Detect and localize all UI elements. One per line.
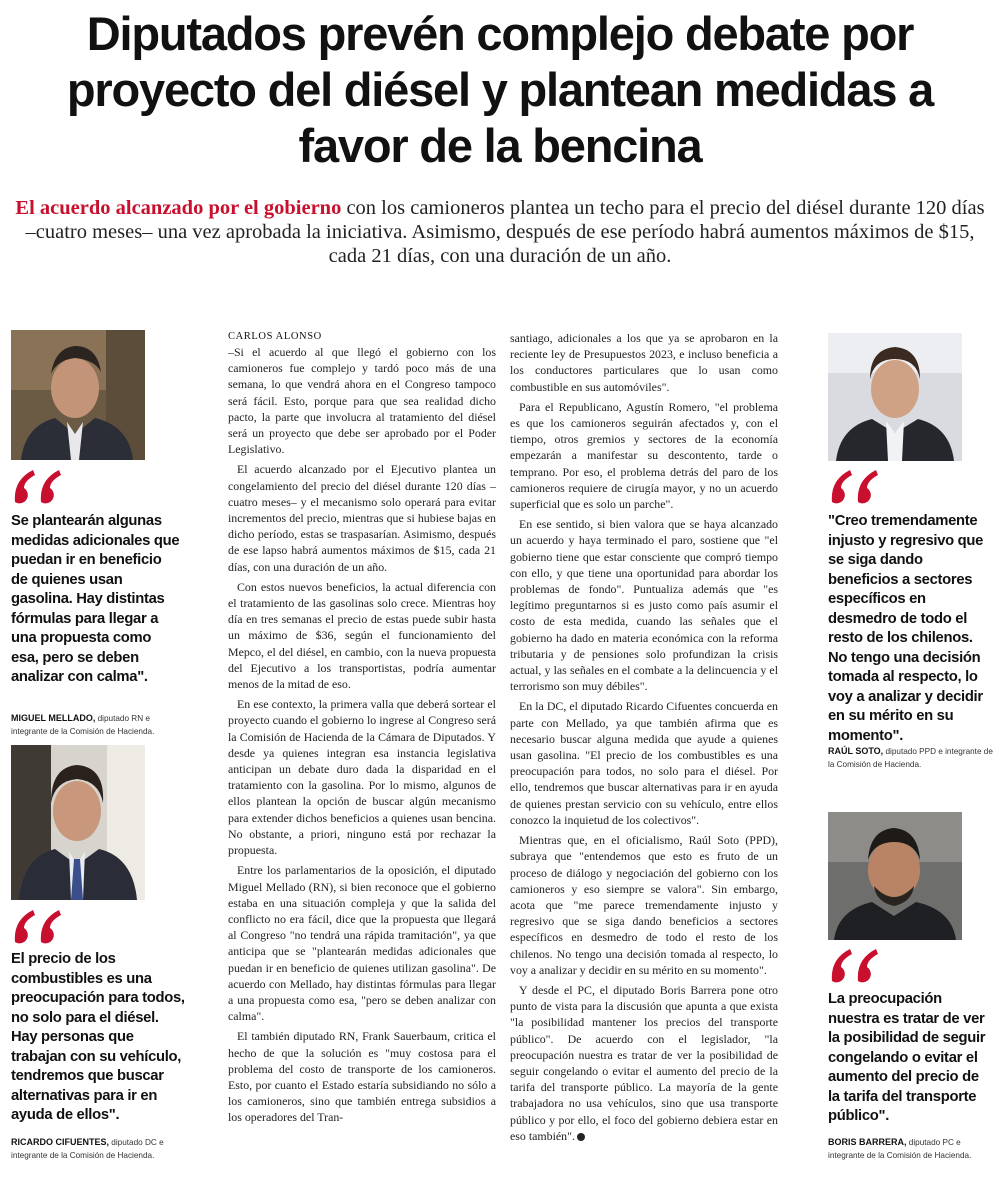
end-mark-icon: [577, 1133, 585, 1141]
lead-text: con los camioneros plantea un techo para el precio del diésel durante 120 días –cuatro meses– una vez aprobada la iniciativa. Asimismo, después de ese período habrá aumentos máximos de $15, cada 21 días, con una duración de un año.: [25, 197, 985, 267]
quote-mellado: Se plantearán algunas medidas adicionales que puedan ir en beneficio de quienes usan gasolina. Hay distintas fórmulas para llegar a una propuesta como esa, pero se deben analizar con calma".: [11, 513, 180, 685]
headline: Diputados prevén complejo debate por proyecto del diésel y plantean medidas a favor de la bencina: [66, 7, 934, 172]
credit-name: MIGUEL MELLADO,: [11, 713, 96, 723]
quote-barrera: La preocupación nuestra es tratar de ver la posibilidad de seguir congelando o evitar el aumento del precio de la tarifa del transporte público".: [828, 991, 986, 1124]
paragraph: En ese sentido, si bien valora que se haya alcanzado un acuerdo y haya terminado el paro, sostiene que "el gobierno tiene que estar consciente que compró tiempo con ello, y que tiene una oportunidad para abordar los problemas de fondo". Puntualiza además que "es legítimo preguntarnos si es justo como país asumir el costo de esta medida, cuando las señales que el gobierno ha dado en materia económica con la reforma tributaria y de pensiones solo profundizan la crisis actual, y las señales en el combate a la delincuencia y el terrorismo son muy débiles".: [510, 517, 778, 694]
quote-mark-icon: [11, 466, 67, 506]
paragraph: santiago, adicionales a los que ya se aprobaron en la reciente ley de Presupuestos 2023, e incluso beneficia a los conductores particulares que lo usan como combustible en sus automóviles".: [510, 331, 778, 394]
article-column-2: [510, 330, 778, 1148]
credit-cifuentes: [11, 1136, 187, 1162]
article-column-1: [228, 330, 496, 1130]
paragraph: En ese contexto, la primera valla que deberá sortear el proyecto cuando el gobierno lo ingrese al Congreso será la Comisión de Hacienda de la Cámara de Diputados. Y desde ya quienes integran esa instancia legislativa anticipan un debate duro dada la disparidad en el tratamiento con la gasolina. Por lo mismo, algunos de ellos plantean la opción de buscar algún mecanismo para extender dichos beneficios a quienes usan bencina. No obstante, a priori, ninguno está por rechazar la propuesta.: [228, 697, 496, 858]
paragraph: –Si el acuerdo al que llegó el gobierno con los camioneros fue complejo y tardó poco más de una semana, lo que vendrá ahora en el Congreso tampoco será fácil. Esto, porque para que sea realidad dicho pacto, la parte que involucra al tratamiento del diésel será un proyecto que debe ser aprobado por el Poder Legislativo.: [228, 345, 496, 457]
credit-role: diputado PC e integrante de la Comisión de Hacienda.: [828, 1138, 972, 1160]
credit-soto: [828, 745, 994, 771]
lead-paragraph: [14, 196, 986, 268]
photo-miguel-mellado: [11, 330, 145, 460]
paragraph: En la DC, el diputado Ricardo Cifuentes concuerda en parte con Mellado, ya que también afirma que es necesario buscar alguna medida que ayude a quienes usan gasolina. "El precio de los combustibles es una preocupación para todos, no solo para el diésel. Por ello, tendremos que buscar alternativas para ir en ayuda de quienes prestan servicio con su vehículo, entre ellos conozco la inquietud de los colectivos".: [510, 699, 778, 827]
paragraph: Mientras que, en el oficialismo, Raúl Soto (PPD), subraya que "entendemos que esto es fruto de un proceso de diálogo y negociación del gobierno con los camioneros y eso siempre se valora". Sin embargo, acota que "me parece tremendamente injusto y regresivo que se siga dando beneficios a sectores específicos en desmedro de todo el resto de los chilenos. No tengo una decisión tomada al respecto, lo voy a analizar y decidir en su mérito en su momento".: [510, 833, 778, 977]
photo-boris-barrera: [828, 812, 962, 940]
credit-role: diputado DC e integrante de la Comisión de Hacienda.: [11, 1138, 164, 1160]
credit-role: diputado RN e integrante de la Comisión de Hacienda.: [11, 714, 155, 736]
photo-ricardo-cifuentes: [11, 745, 145, 900]
paragraph: Para el Republicano, Agustín Romero, "el problema es que los camioneros seguirán afectados y, con el tiempo, otros gremios y sectores de la economía empezarán a manifestar su descontento, tarde o temprano. Por eso, el problema detrás del paro de los camioneros requiere de cirugía mayor, y no un acuerdo superficial que es solo un parche".: [510, 399, 778, 512]
paragraph: Con estos nuevos beneficios, la actual diferencia con el tratamiento de las gasolinas solo crece. Mientras hoy día en tres semanas el precio de estas puede subir hasta un máximo de $36, según el funcionamiento del Mepco, el del diésel, en cambio, con la nueva propuesta del Ejecutivo a los transportistas, podría aumentar menos de la mitad de eso.: [228, 579, 496, 692]
credit-name: BORIS BARRERA,: [828, 1137, 907, 1147]
credit-barrera: [828, 1136, 994, 1162]
lead-highlight: El acuerdo alcanzado por el gobierno: [15, 197, 342, 219]
portrait-image: [11, 330, 145, 460]
paragraph-text: Y desde el PC, el diputado Boris Barrera pone otro punto de vista para la discusión que apunta a que exista "la posibilidad mantener los precios del transporte público". De acuerdo con el legislador, "la preocupación nuestra es tratar de ver la posibilidad de seguir congelando o evitar el aumento del precio de la tarifa del transporte público. La mayoría de la gente trabajadora no usa vehículos, sino que usa transporte público y por ello, el foco del gobierno debiera estar en eso también".: [510, 982, 778, 1143]
quote-mark-icon: [11, 906, 67, 946]
credit-mellado: [11, 712, 181, 738]
portrait-image: [11, 745, 145, 900]
credit-name: RICARDO CIFUENTES,: [11, 1137, 110, 1147]
quote-mark-icon: [828, 945, 884, 985]
quote-mark-icon: [828, 466, 884, 506]
portrait-image: [828, 333, 962, 461]
paragraph: El también diputado RN, Frank Sauerbaum, critica el hecho de que la solución es "muy costosa para el problema del costo de transporte de los camioneros. Esto, por cuanto el Estado estaría subsidiando no sólo a los camioneros, sino que también entrega subsidios a los operadores del Tran-: [228, 1029, 496, 1125]
paragraph: Entre los parlamentarios de la oposición, el diputado Miguel Mellado (RN), si bien reconoce que el gobierno estaba en una situación compleja y que la salida del conflicto no era fácil, dice que la propuesta que llegará al Congreso "no tendrá una rápida tramitación", ya que anticipa que se "plantearán medidas adicionales que puedan ir en beneficio de quienes utilizan gasolina". De acuerdo con Mellado, hay distintas fórmulas para llegar a una propuesta como esa, "pero se deben analizar con calma".: [228, 863, 496, 1024]
photo-raul-soto: [828, 333, 962, 461]
byline: CARLOS ALONSO: [228, 331, 322, 342]
quote-soto: "Creo tremendamente injusto y regresivo que se siga dando beneficios a sectores específicos en desmedro de todo el resto de los chilenos. No tengo una decisión tomada al respecto, lo voy a analizar y decidir en su mérito en su momento".: [828, 513, 984, 744]
paragraph-final: [510, 982, 778, 1144]
quote-cifuentes: El precio de los combustibles es una preocupación para todos, no solo para el diésel. Hay personas que trabajan con su vehículo, tendremos que buscar alternativas para ir en ayuda de ellos".: [11, 951, 185, 1123]
credit-role: diputado PPD e integrante de la Comisión de Hacienda.: [828, 747, 993, 769]
portrait-image: [828, 812, 962, 940]
paragraph: El acuerdo alcanzado por el Ejecutivo plantea un congelamiento del precio del diésel durante 120 días –cuatro meses– y el mecanismo solo operará para evitar incrementos del precio, mientras que si hubiese bajas en dicho período, estas se traspasarían. Asimismo, después de ese lapso habrá aumentos máximos de $15, cada 21 días, con una duración de un año.: [228, 462, 496, 574]
credit-name: RAÚL SOTO,: [828, 746, 884, 756]
